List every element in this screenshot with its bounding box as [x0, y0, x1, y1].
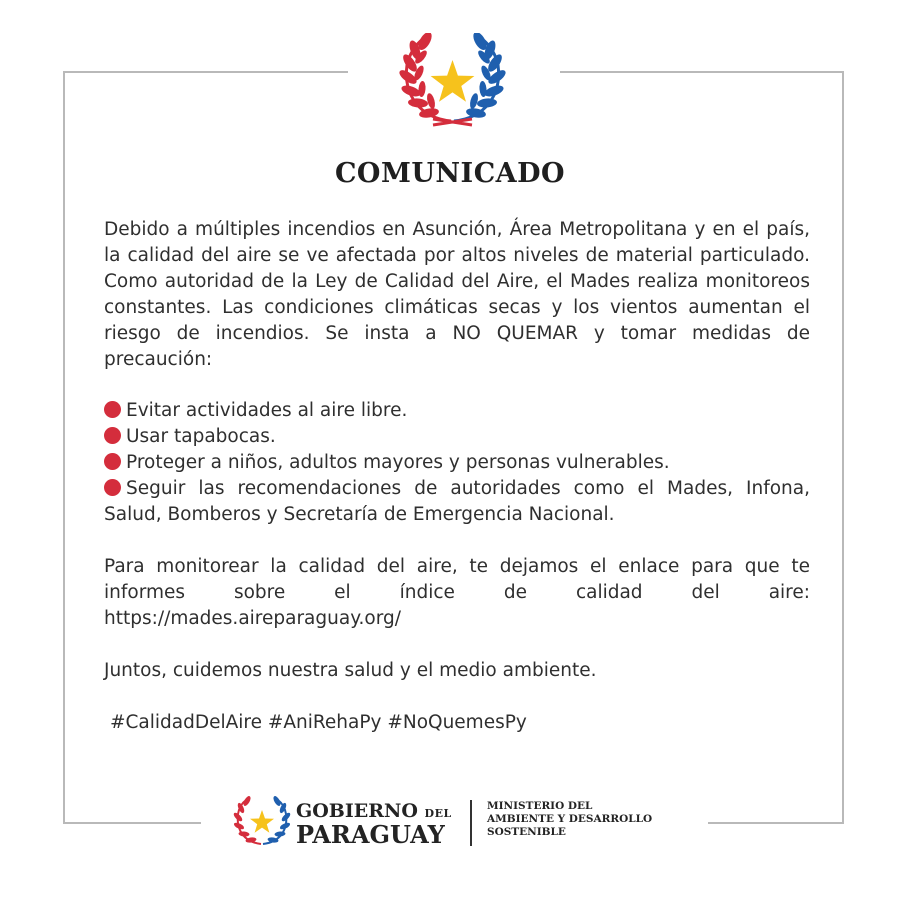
gov-name-gobierno: GOBIERNO	[296, 800, 418, 822]
gov-name-line1	[296, 800, 452, 822]
frame-bottom-left	[63, 822, 201, 824]
list-item	[104, 450, 810, 476]
closing-text: Juntos, cuidemos nuestra salud y el medio ambiente.	[104, 660, 597, 681]
list-item	[104, 476, 810, 528]
frame-bottom-right	[708, 822, 844, 824]
precaution-list	[104, 398, 810, 528]
list-item	[104, 398, 810, 424]
paraguay-emblem-icon	[395, 33, 510, 133]
list-item	[104, 424, 810, 450]
hashtags: #CalidadDelAire #AniRehaPy #NoQuemesPy	[110, 712, 527, 733]
ministry-name	[487, 800, 652, 839]
star-icon	[431, 60, 475, 102]
list-item-text: Proteger a niños, adultos mayores y personas vulnerables.	[126, 452, 670, 473]
red-circle-icon	[104, 453, 121, 470]
red-circle-icon	[104, 479, 121, 496]
frame-top-left	[63, 71, 348, 73]
gov-name-line2: PARAGUAY	[296, 820, 445, 849]
red-circle-icon	[104, 427, 121, 444]
list-item-text: Seguir las recomendaciones de autoridades como el Mades, Infona, Salud, Bomberos y Secretaría de Emergencia Nacional.	[104, 478, 810, 525]
intro-paragraph: Debido a múltiples incendios en Asunción, Área Metropolitana y en el país, la calidad del aire se ve afectada por altos niveles de material particulado. Como autoridad de la Ley de Calidad del Aire, el Mades realiza monitoreos constantes. Las condiciones climáticas secas y los vientos aumentan el riesgo de incendios. Se insta a NO QUEMAR y tomar medidas de precaución:	[104, 219, 810, 370]
list-item-text: Usar tapabocas.	[126, 426, 276, 447]
red-circle-icon	[104, 401, 121, 418]
ministry-line: AMBIENTE Y DESARROLLO	[487, 813, 653, 825]
gov-name-del: DEL	[424, 807, 452, 820]
footer-divider	[470, 800, 472, 846]
page-title: COMUNICADO	[334, 158, 566, 189]
list-item-text: Evitar actividades al aire libre.	[126, 400, 408, 421]
paraguay-emblem-small-icon	[232, 796, 292, 848]
ministry-line: MINISTERIO DEL	[487, 800, 593, 812]
ministry-line: SOSTENIBLE	[487, 826, 566, 838]
monitor-paragraph: Para monitorear la calidad del aire, te dejamos el enlace para que te informes sobre el índice de calidad del aire: https://mades.aireparaguay.org/	[104, 556, 810, 629]
frame-top-right	[560, 71, 844, 73]
